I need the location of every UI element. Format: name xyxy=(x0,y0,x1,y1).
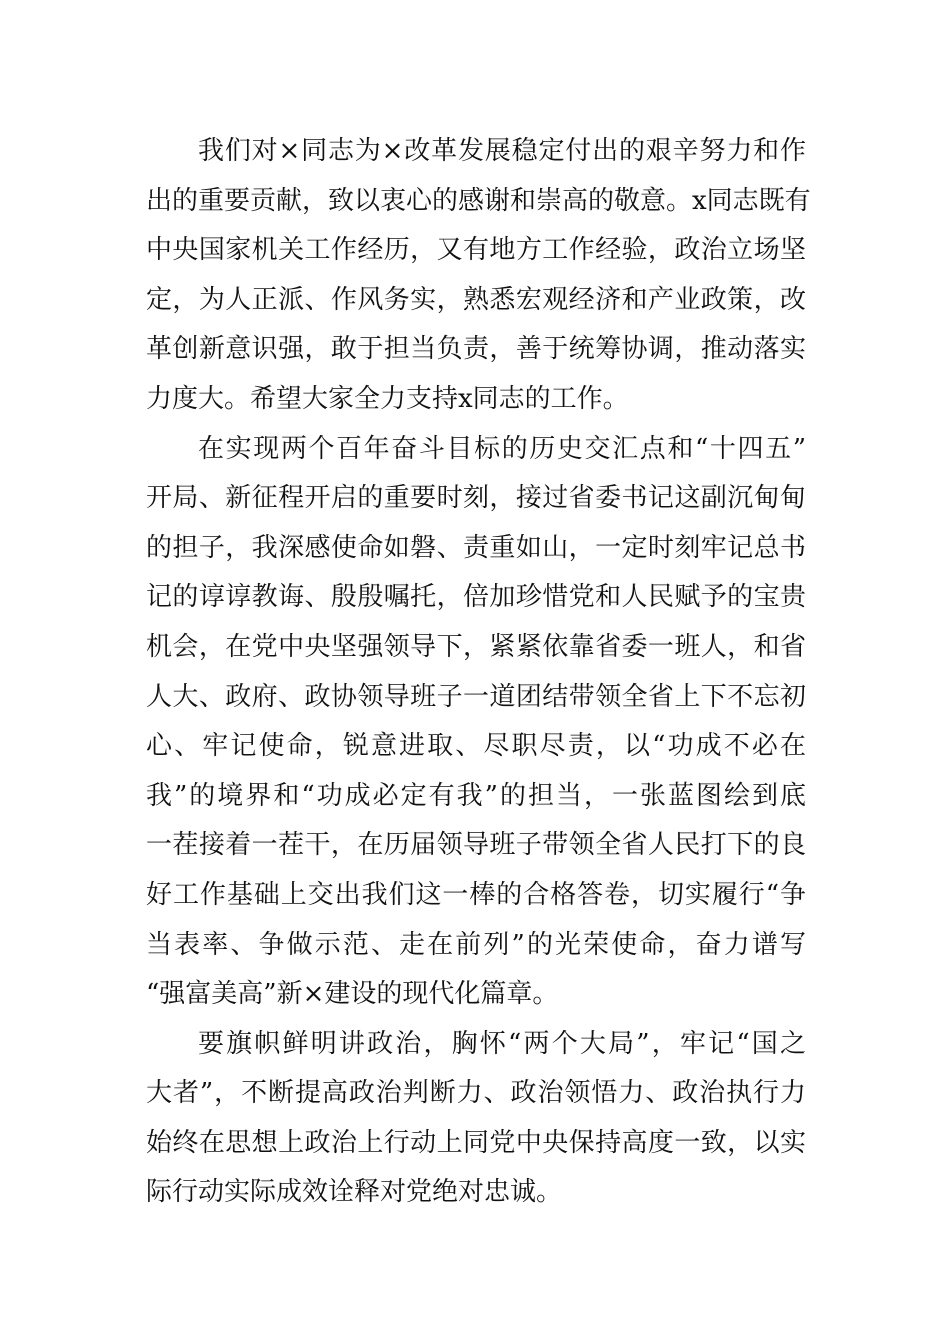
text-line: 机会，在党中央坚强领导下，紧紧依靠省委一班人，和省 xyxy=(146,631,806,662)
text-line: 当表率、争做示范、走在前列”的光荣使命，奋力谱写 xyxy=(146,929,806,960)
text-line: 好工作基础上交出我们这一棒的合格答卷，切实履行“争 xyxy=(146,879,806,910)
text-line: 要旗帜鲜明讲政治，胸怀“两个大局”，牢记“国之 xyxy=(198,1028,806,1059)
text-line: “强富美高”新×建设的现代化篇章。 xyxy=(146,979,559,1010)
text-line: 大者”，不断提高政治判断力、政治领悟力、政治执行力 xyxy=(146,1078,806,1109)
text-line: 定，为人正派、作风务实，熟悉宏观经济和产业政策，改 xyxy=(146,284,806,315)
text-line: 的担子，我深感使命如磐、责重如山，一定时刻牢记总书 xyxy=(146,532,806,563)
text-line: 心、牢记使命，锐意进取、尽职尽责，以“功成不必在 xyxy=(146,731,806,762)
paragraph-2 xyxy=(146,425,806,1020)
text-line: 际行动实际成效诠释对党绝对忠诚。 xyxy=(146,1177,563,1208)
text-line: 我们对×同志为×改革发展稳定付出的艰辛努力和作 xyxy=(198,136,806,166)
paragraph-3 xyxy=(146,1020,806,1218)
text-line: 出的重要贡献，致以衷心的感谢和崇高的敬意。x同志既有 xyxy=(146,185,811,216)
text-line: 革创新意识强，敢于担当负责，善于统筹协调，推动落实 xyxy=(146,334,806,365)
text-line: 我”的境界和“功成必定有我”的担当，一张蓝图绘到底 xyxy=(146,780,806,811)
text-line: 开局、新征程开启的重要时刻，接过省委书记这副沉甸甸 xyxy=(146,483,806,514)
text-line: 始终在思想上政治上行动上同党中央保持高度一致，以实 xyxy=(146,1127,806,1158)
document-body xyxy=(146,127,811,1218)
text-line: 在实现两个百年奋斗目标的历史交汇点和“十四五” xyxy=(198,433,806,464)
text-line: 人大、政府、政协领导班子一道团结带领全省上下不忘初 xyxy=(146,681,806,712)
text-line: 力度大。希望大家全力支持x同志的工作。 xyxy=(146,383,629,414)
text-line: 中央国家机关工作经历，又有地方工作经验，政治立场坚 xyxy=(146,235,806,266)
paragraph-1 xyxy=(146,127,811,425)
text-line: 记的谆谆教诲、殷殷嘱托，倍加珍惜党和人民赋予的宝贵 xyxy=(146,582,806,613)
text-line: 一茬接着一茬干，在历届领导班子带领全省人民打下的良 xyxy=(146,830,806,861)
